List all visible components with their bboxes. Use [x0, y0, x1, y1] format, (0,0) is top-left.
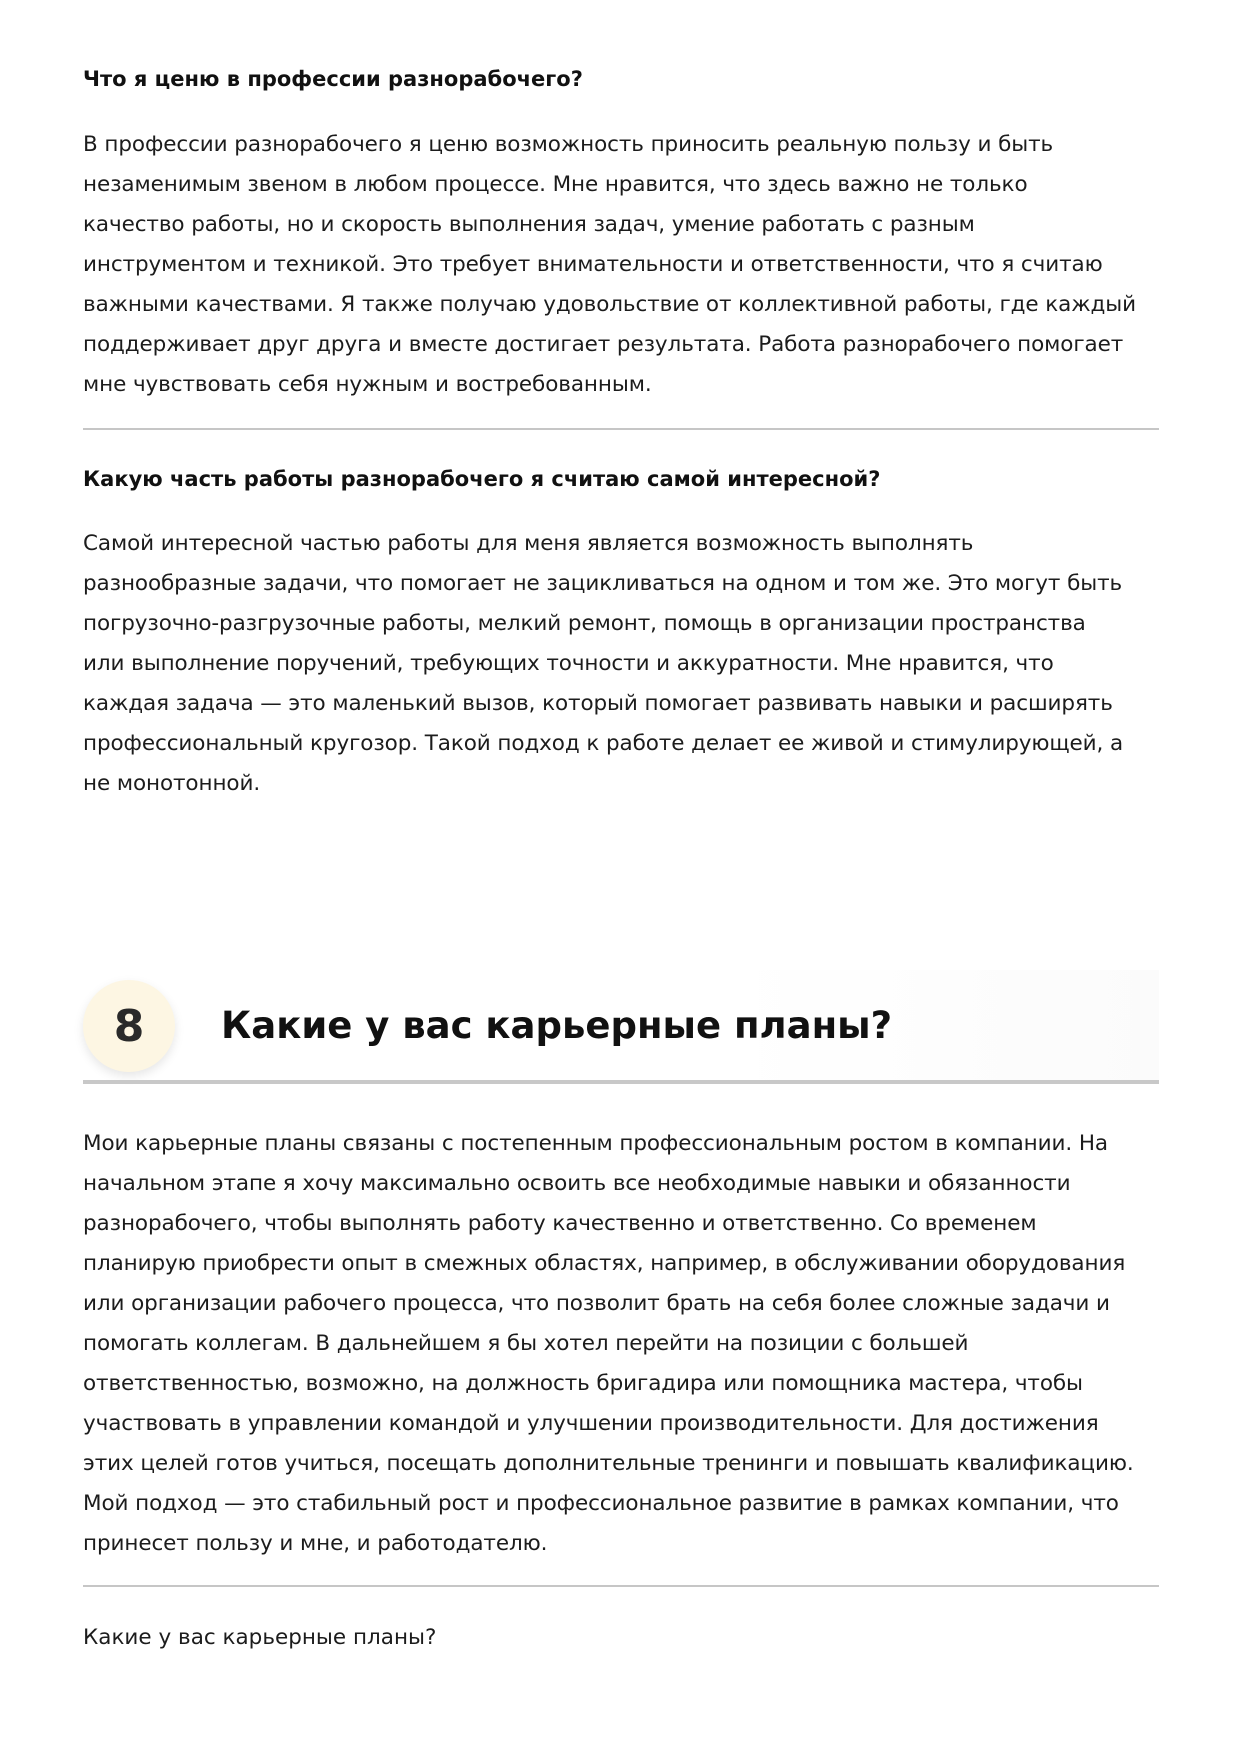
- paragraph-line: профессиональный кругозор. Такой подход к работе делает ее живой и стимулирующей, а: [83, 731, 1124, 756]
- paragraph-line: мне чувствовать себя нужным и востребованным.: [83, 372, 652, 397]
- paragraph-line: участвовать в управлении командой и улучшении производительности. Для достижения: [83, 1411, 1099, 1436]
- paragraph-line: разнорабочего, чтобы выполнять работу качественно и ответственно. Со временем: [83, 1211, 1037, 1236]
- footer-question: Какие у вас карьерные планы?: [83, 1625, 437, 1650]
- paragraph-line: важными качествами. Я также получаю удовольствие от коллективной работы, где каждый: [83, 292, 1137, 317]
- section-title: Какие у вас карьерные планы?: [221, 1004, 893, 1047]
- paragraph-line: поддерживает друг друга и вместе достигает результата. Работа разнорабочего помогает: [83, 332, 1124, 357]
- paragraph-line: качество работы, но и скорость выполнения задач, умение работать с разным: [83, 212, 975, 237]
- paragraph-line: планирую приобрести опыт в смежных областях, например, в обслуживании оборудования: [83, 1251, 1126, 1276]
- paragraph-line: начальном этапе я хочу максимально освоить все необходимые навыки и обязанности: [83, 1171, 1071, 1196]
- paragraph-line: Мой подход — это стабильный рост и профессиональное развитие в рамках компании, что: [83, 1491, 1119, 1516]
- paragraph-line: каждая задача — это маленький вызов, который помогает развивать навыки и расширять: [83, 691, 1113, 716]
- question-heading-interesting: Какую часть работы разнорабочего я считаю самой интересной?: [83, 467, 881, 491]
- answer-paragraph-career: [83, 1124, 1159, 1564]
- paragraph-line: В профессии разнорабочего я ценю возможность приносить реальную пользу и быть: [83, 132, 1054, 157]
- answer-paragraph-values: [83, 125, 1159, 405]
- paragraph-line: инструментом и техникой. Это требует внимательности и ответственности, что я считаю: [83, 252, 1103, 277]
- section-header-underline: [83, 1080, 1159, 1084]
- section-number-badge: 8: [83, 980, 175, 1072]
- paragraph-line: погрузочно-разгрузочные работы, мелкий ремонт, помощь в организации пространства: [83, 611, 1086, 636]
- paragraph-line: Самой интересной частью работы для меня является возможность выполнять: [83, 531, 974, 556]
- paragraph-line: или организации рабочего процесса, что позволит брать на себя более сложные задачи и: [83, 1291, 1110, 1316]
- answer-paragraph-interesting: [83, 524, 1159, 804]
- paragraph-line: или выполнение поручений, требующих точности и аккуратности. Мне нравится, что: [83, 651, 1054, 676]
- paragraph-line: разнообразные задачи, что помогает не зацикливаться на одном и том же. Это могут быть: [83, 571, 1123, 596]
- paragraph-line: Мои карьерные планы связаны с постепенным профессиональным ростом в компании. На: [83, 1131, 1108, 1156]
- paragraph-line: принесет пользу и мне, и работодателю.: [83, 1531, 548, 1556]
- divider: [83, 428, 1159, 430]
- question-heading-values: Что я ценю в профессии разнорабочего?: [83, 67, 583, 91]
- paragraph-line: незаменимым звеном в любом процессе. Мне нравится, что здесь важно не только: [83, 172, 1028, 197]
- paragraph-line: ответственностью, возможно, на должность бригадира или помощника мастера, чтобы: [83, 1371, 1083, 1396]
- paragraph-line: этих целей готов учиться, посещать дополнительные тренинги и повышать квалификацию.: [83, 1451, 1134, 1476]
- paragraph-line: не монотонной.: [83, 771, 261, 796]
- paragraph-line: помогать коллегам. В дальнейшем я бы хотел перейти на позиции с большей: [83, 1331, 969, 1356]
- divider: [83, 1585, 1159, 1587]
